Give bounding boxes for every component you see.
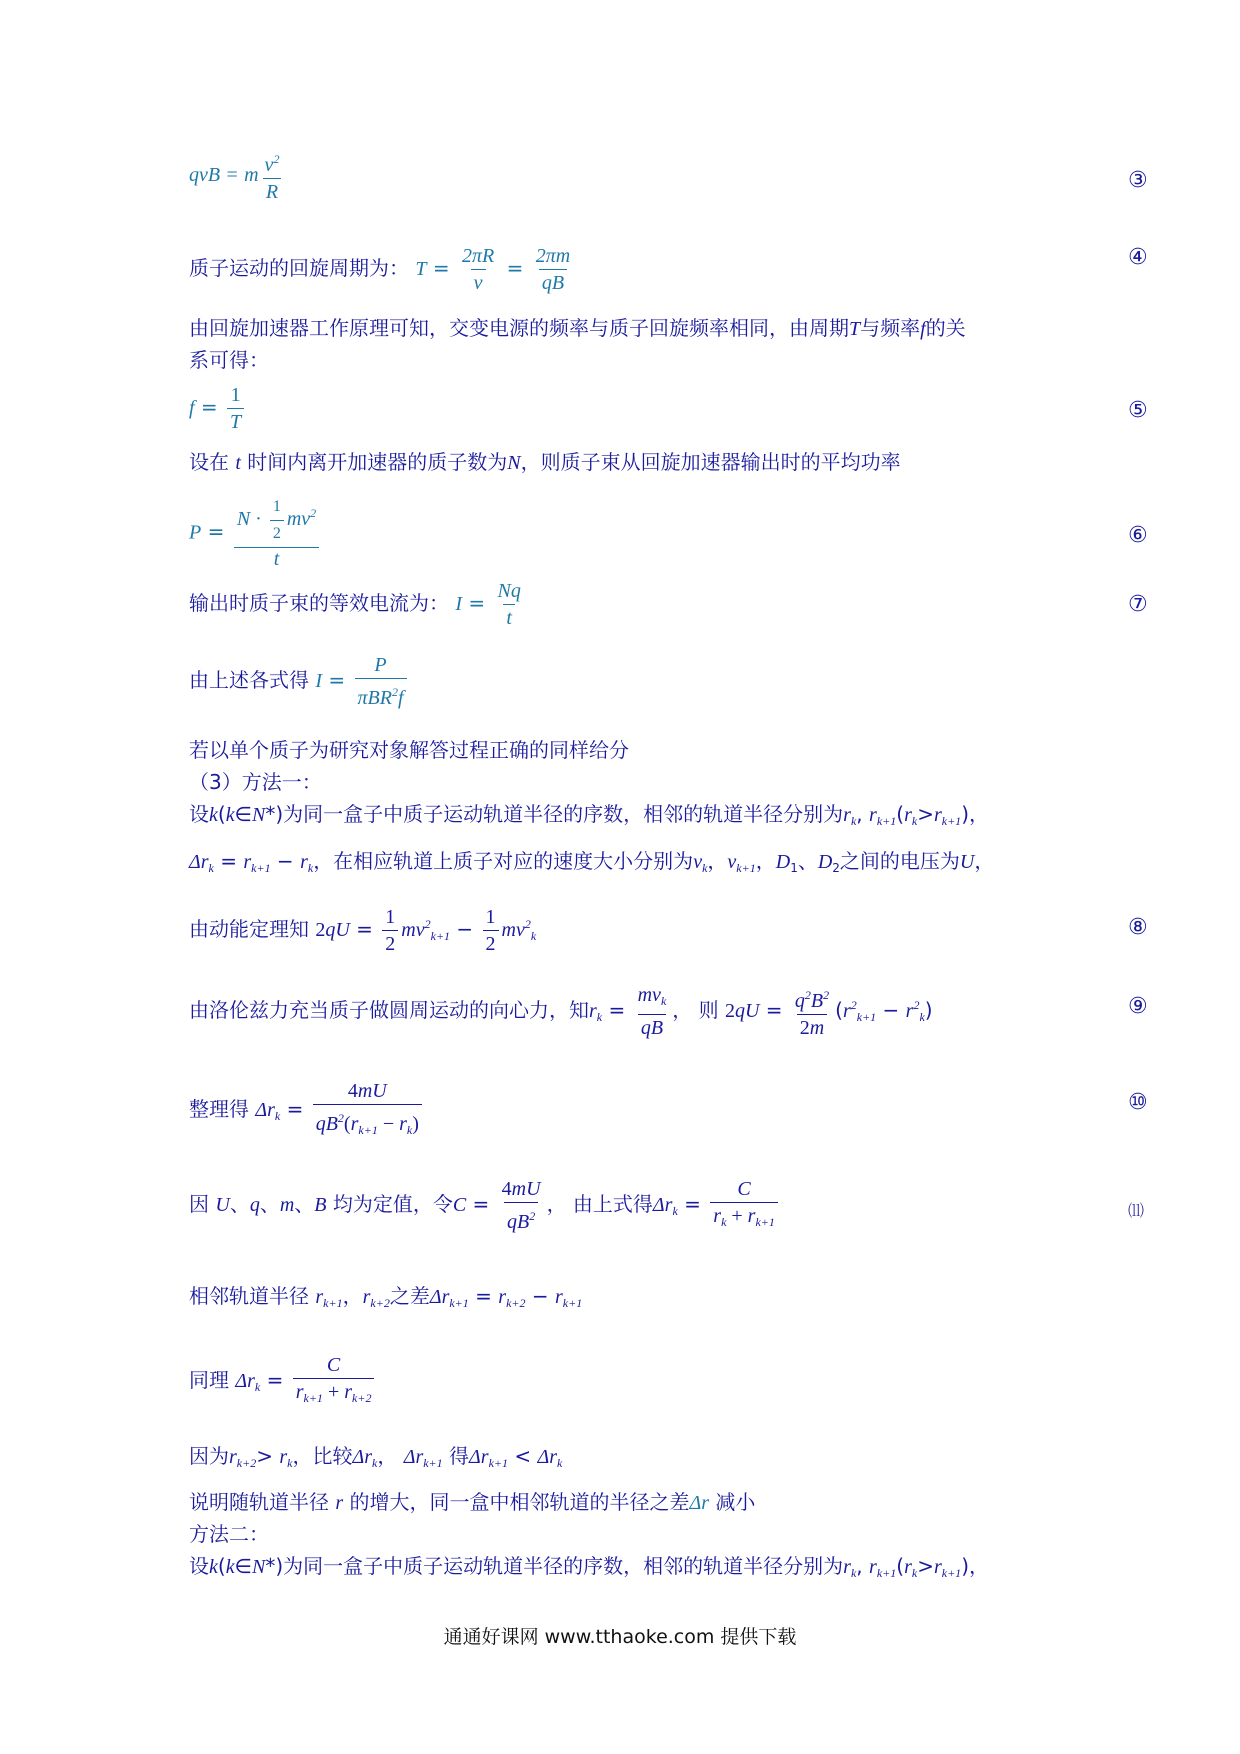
text-line-kinetic-energy: 由动能定理知 2qU = $\frac{1}{2}$ $mv^2_{k+1}$ − $\frac{1}{2}$ $mv^2_k$ — [189, 906, 537, 955]
text-line-lorentz: 由洛伦兹力充当质子做圆周运动的向心力，知$r_k$ = $\frac{mv_k}{qB}$ ， 则 2qU = $\frac{q^2B^2}{2m}$ $(r^2_{k+1} - r^2_k)$ — [189, 984, 933, 1039]
text-line-definition-2: 设k(k∈N*)为同一盒子中质子运动轨道半径的序数，相邻的轨道半径分别为$r_k$, $r_{k+1}(r_k>r_{k+1})$， — [189, 1554, 989, 1580]
text-line-current: 输出时质子束的等效电流为： I = $\frac{Nq}{t}$ — [189, 580, 521, 629]
text-line-adjacent: 相邻轨道半径 $r_{k+1}$，$r_{k+2}$之差$\Delta r_{k+1} = r_{k+2} - r_{k+1}$ — [189, 1284, 583, 1310]
equation-mark-3: ③ — [1128, 168, 1148, 193]
text-line-simplify: 整理得 $\Delta r_k$ = $\frac{4mU}{qB^2(r_{k+1} - r_k)}$ — [189, 1080, 425, 1141]
equation-mark-7: ⑦ — [1128, 592, 1148, 617]
text-line-result: 由上述各式得 I = $\frac{P}{\pi BR^2f}$ — [189, 654, 410, 709]
text-line-definition: 设k(k∈N*)为同一盒子中质子运动轨道半径的序数，相邻的轨道半径分别为$r_k$, $r_{k+1}(r_k>r_{k+1})$， — [189, 802, 989, 828]
text-line-principle: 由回旋加速器工作原理可知，交变电源的频率与质子回旋频率相同，由周期T与频率f的关 — [189, 316, 966, 340]
equation-mark-5: ⑤ — [1128, 398, 1148, 423]
text-line-period: 质子运动的回旋周期为： T = $\frac{2\pi R}{v}$ = $\frac{2\pi m}{qB}$ — [189, 245, 571, 294]
page-footer: 通通好课网 www.tthaoke.com 提供下载 — [443, 1626, 797, 1648]
text-line-compare: 因为$r_{k+2}> r_k$，比较$\Delta r_k$， $\Delta r_{k+1}$ 得$\Delta r_{k+1} < \Delta r_k$ — [189, 1444, 563, 1470]
text-line-principle-2: 系可得： — [189, 348, 269, 372]
equation-mark-10: ⑩ — [1128, 1090, 1148, 1115]
equation-mark-11: ⑾ — [1128, 1201, 1145, 1220]
section-heading-method-1: （3）方法一： — [189, 770, 322, 794]
text-line-constant: 因 U、q、m、B 均为定值，令C = $\frac{4mU}{qB^2}$ ， 由上式得$\Delta r_k$ = $\frac{C}{r_k + r_{k+1}}$ — [189, 1178, 781, 1233]
text-line-conclusion: 说明随轨道半径 r 的增大，同一盒中相邻轨道的半径之差Δr 减小 — [189, 1490, 756, 1514]
text-line-similarly: 同理 $\Delta r_k$ = $\frac{C}{r_{k+1} + r_{k+2}}$ — [189, 1354, 377, 1409]
equation-mark-8: ⑧ — [1128, 915, 1148, 940]
equation-mark-4: ④ — [1128, 245, 1148, 270]
equation-3: qvB = m $\frac{v^2}{R}$ — [189, 152, 280, 203]
equation-6: P = N · $\frac{1}{2}$ $mv^2$ t — [189, 496, 322, 570]
equation-mark-9: ⑨ — [1128, 994, 1148, 1019]
equation-5: f = $\frac{1}{T}$ — [189, 384, 247, 433]
text-line-power: 设在 t 时间内离开加速器的质子数为N，则质子束从回旋加速器输出时的平均功率 — [189, 450, 901, 474]
equation-mark-6: ⑥ — [1128, 523, 1148, 548]
section-heading-method-2: 方法二： — [189, 1522, 269, 1546]
text-line-note: 若以单个质子为研究对象解答过程正确的同样给分 — [189, 738, 629, 762]
text-line-velocity: $\Delta r_k = r_{k+1} - r_k$，在相应轨道上质子对应的速度大小分别为$v_k$，$v_{k+1}$，$D_1$、$D_2$之间的电压为U， — [189, 849, 995, 875]
